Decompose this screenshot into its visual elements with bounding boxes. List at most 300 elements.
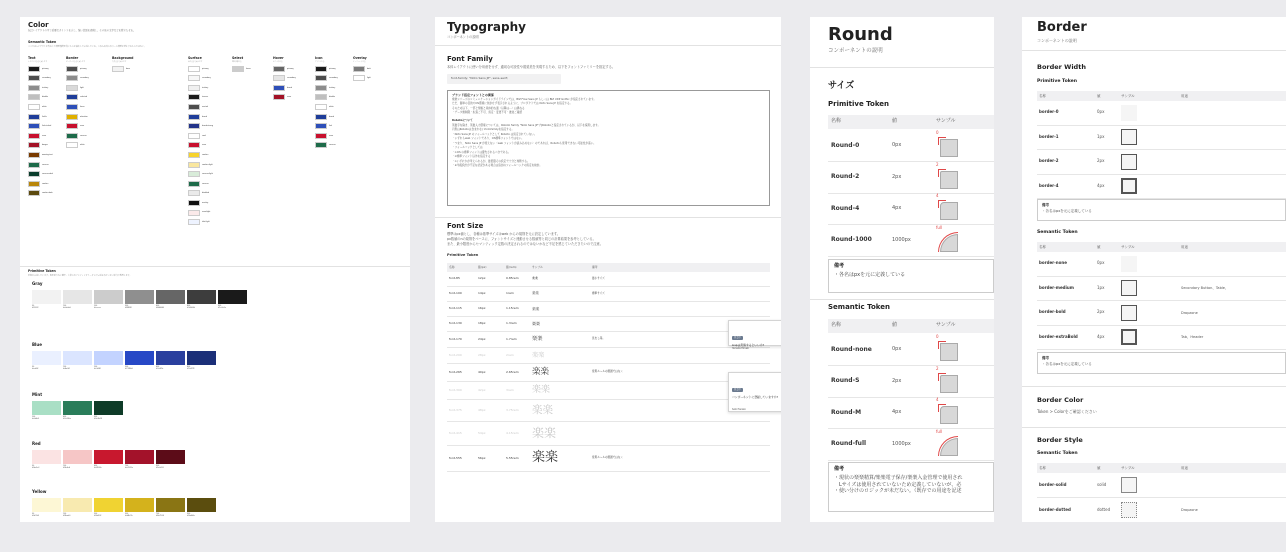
table-row <box>447 446 770 472</box>
table-row <box>1037 126 1286 151</box>
note-title: 備考 <box>834 466 845 472</box>
primitive-swatch[interactable] <box>63 351 94 370</box>
swatch-chip <box>28 85 40 91</box>
swatch-code: 200 <box>32 415 36 418</box>
font-size-description-2: px数値のnの規則をベースに、フォントサイズと連動させる数値等と同じの計算結果を参考としている。 <box>447 237 596 241</box>
border-token-value: solid <box>1097 481 1107 487</box>
primitive-swatch[interactable] <box>94 351 125 370</box>
swatch-code: 600 <box>94 464 98 467</box>
divider <box>435 45 781 46</box>
font-rem-value: 2.65rem <box>506 369 519 374</box>
size-title: サイズ <box>828 81 855 91</box>
border-token-value: dotted <box>1097 506 1111 512</box>
swatch-label: success <box>329 144 336 147</box>
primitive-swatch[interactable] <box>125 290 156 309</box>
color-swatch[interactable] <box>188 102 228 111</box>
primitive-swatch[interactable] <box>94 290 125 309</box>
comment-title: Lispは実施するといいか? <box>732 342 765 347</box>
note-body: ・各名はpxを元に定義している <box>1042 362 1092 367</box>
font-px-value: 54px <box>478 430 486 435</box>
font-token-name: font-265 <box>449 369 462 374</box>
swatch-hex: #e6e6e6 <box>63 306 71 309</box>
swatch-chip <box>28 190 40 196</box>
round-sample <box>936 224 958 252</box>
border-sample <box>1121 502 1181 518</box>
primitive-token-title: Primitive Token <box>28 269 56 273</box>
swatch-code: 100 <box>63 464 67 467</box>
color-swatch[interactable] <box>28 170 68 179</box>
color-swatch[interactable] <box>273 83 313 92</box>
border-sample <box>1121 154 1181 170</box>
semantic-token-title: Semantic Token <box>28 40 57 44</box>
primitive-swatch[interactable] <box>125 498 156 517</box>
column-header: 備考 <box>592 264 598 269</box>
column-header: 名称 <box>831 322 842 329</box>
swatch-label: caution-dark <box>42 192 53 195</box>
font-rem-value: 3.75rem <box>506 407 519 412</box>
swatch-hex: #c3d3ff <box>94 367 101 370</box>
color-swatch[interactable] <box>315 131 355 140</box>
font-sample: 楽楽 <box>532 276 539 281</box>
swatch-chip <box>66 142 78 148</box>
swatch-label: disable <box>42 96 49 99</box>
primitive-swatch[interactable] <box>94 498 125 517</box>
semantic-color-column <box>315 57 355 150</box>
swatch-label: disable <box>329 96 336 99</box>
color-swatch[interactable] <box>28 189 68 198</box>
comment-popup[interactable] <box>728 320 781 351</box>
swatch-label: brand <box>329 115 334 118</box>
swatch-chip <box>66 85 78 91</box>
note-body: ・各名はpxを元に定義している <box>1042 209 1092 214</box>
color-swatch[interactable] <box>188 83 228 92</box>
border-token-name: border-0 <box>1039 109 1059 115</box>
primitive-swatch[interactable] <box>94 450 125 469</box>
status-badge: 作業中 <box>734 336 741 339</box>
swatch-chip <box>188 171 200 177</box>
semantic-token-title: Semantic Token <box>1037 230 1078 235</box>
color-swatch[interactable] <box>315 61 355 73</box>
swatch-chip <box>273 66 285 72</box>
round-token-name: Round-none <box>831 345 872 353</box>
swatch-label: overlay <box>202 201 209 204</box>
color-swatch[interactable] <box>188 131 228 140</box>
round-token-value: 0px <box>892 142 902 149</box>
font-size-table <box>447 263 770 472</box>
swatch-code: 600 <box>156 365 160 368</box>
border-token-name: border-solid <box>1039 481 1067 487</box>
swatch-label: secondary <box>42 77 51 80</box>
round-token-name: Round-4 <box>831 204 860 212</box>
swatch-chip <box>28 142 40 148</box>
swatch-label: info-light <box>202 221 210 224</box>
swatch-chip <box>63 450 92 464</box>
swatch-label: white <box>42 105 47 108</box>
color-swatch[interactable] <box>66 83 106 92</box>
swatch-chip <box>315 94 327 100</box>
swatch-chip <box>66 133 78 139</box>
swatch-label: white <box>329 105 334 108</box>
swatch-chip <box>353 66 365 72</box>
color-swatch[interactable] <box>353 74 393 83</box>
table-header <box>1037 91 1286 101</box>
swatch-chip <box>28 162 40 168</box>
color-swatch[interactable] <box>188 208 228 217</box>
group-title: Red <box>32 441 41 446</box>
primitive-swatch[interactable] <box>125 351 156 370</box>
sample-box <box>1121 329 1137 345</box>
color-swatch[interactable] <box>28 179 68 188</box>
swatch-row <box>32 290 249 309</box>
color-swatch[interactable] <box>315 93 355 102</box>
swatch-row <box>32 351 218 370</box>
font-token-name: font-85 <box>449 276 460 281</box>
font-rem-value: 1.15rem <box>506 306 519 311</box>
swatch-hex: #f6c6c6 <box>63 466 71 469</box>
color-swatch[interactable] <box>66 112 106 121</box>
color-swatch[interactable] <box>28 122 68 131</box>
font-sample: 楽楽 <box>532 291 539 296</box>
primitive-swatch[interactable] <box>187 351 218 370</box>
sample-box <box>1121 502 1137 518</box>
color-swatch[interactable] <box>315 112 355 121</box>
swatch-label: success <box>202 182 209 185</box>
font-token-name: font-115 <box>449 306 462 311</box>
border-token-value: 0px <box>1097 260 1105 266</box>
typography-subtitle: コンポーネントの説明 <box>447 35 479 39</box>
round-token-value: 1000px <box>892 440 911 447</box>
swatch-hex: #fdf7d5 <box>32 514 39 517</box>
note-line: 円形はRobotoは含まれないfont-familyを指定する。 <box>452 128 515 132</box>
color-swatch[interactable] <box>28 112 68 121</box>
border-token-name: border-2 <box>1039 158 1059 164</box>
swatch-chip <box>94 498 123 512</box>
color-swatch[interactable] <box>315 102 355 111</box>
border-token-value: 1px <box>1097 133 1105 139</box>
swatch-chip <box>28 123 40 129</box>
primitive-swatch[interactable] <box>156 498 187 517</box>
column-title: Surface <box>188 56 202 60</box>
color-swatch[interactable] <box>66 74 106 83</box>
table-row <box>828 194 994 225</box>
color-swatch[interactable] <box>188 141 228 150</box>
sample-box <box>1121 280 1137 296</box>
primitive-swatch[interactable] <box>94 401 125 420</box>
column-title: Border <box>66 56 79 60</box>
primitive-swatch[interactable] <box>32 450 63 469</box>
color-swatch[interactable] <box>188 189 228 198</box>
round-token-name: Round-full <box>831 440 867 448</box>
font-px-value: 12px <box>478 276 486 281</box>
font-sample: 楽楽 <box>532 320 540 326</box>
color-swatch[interactable] <box>28 93 68 102</box>
swatch-hex: #f0d332 <box>94 514 102 517</box>
font-token-name: font-300 <box>449 387 462 392</box>
swatch-code: 100 <box>63 304 67 307</box>
swatch-chip <box>188 190 200 196</box>
primitive-swatch[interactable] <box>63 401 94 420</box>
swatch-label: success-light <box>202 173 213 176</box>
border-token-name: border-4 <box>1039 182 1059 188</box>
table-row <box>1037 326 1286 351</box>
corner-marker <box>938 404 946 412</box>
swatch-label: focus <box>80 105 85 108</box>
column-title: Text <box>28 56 36 60</box>
swatch-hex: #f2f2f2 <box>32 306 39 309</box>
swatch-label: secondary <box>202 77 211 80</box>
corner-marker <box>938 373 946 381</box>
corner-marker <box>938 232 958 252</box>
note-box <box>1037 199 1286 221</box>
corner-label: 2 <box>936 365 939 371</box>
color-swatch[interactable] <box>315 122 355 131</box>
color-swatch[interactable] <box>273 74 313 83</box>
border-subtitle: コンポーネントの説明 <box>1037 38 1077 43</box>
font-rem-value: 0.85rem <box>506 276 519 281</box>
swatch-code: 300 <box>94 512 98 515</box>
round-subtitle: コンポーネントの説明 <box>828 48 883 54</box>
swatch-label: error <box>42 134 47 137</box>
swatch-hex: #cccccc <box>94 306 101 309</box>
color-swatch[interactable] <box>188 93 228 102</box>
border-sample <box>1121 477 1181 493</box>
swatch-label: selected <box>80 96 88 99</box>
comment-popup[interactable] <box>728 372 781 412</box>
color-swatch[interactable] <box>66 102 106 111</box>
color-swatch[interactable] <box>28 141 68 150</box>
column-header: 値 <box>1097 244 1101 249</box>
color-swatch[interactable] <box>273 93 313 102</box>
font-px-value: 42px <box>478 387 486 392</box>
color-swatch[interactable] <box>66 122 106 131</box>
primitive-swatch[interactable] <box>32 351 63 370</box>
round-sample <box>936 193 958 220</box>
note-line: ただ、簡単の目的やOS環境に依存せず表示されるように、プロダクトでは Noto Sans JP を指定する。 <box>452 102 573 106</box>
swatch-label: tertiary <box>202 86 209 89</box>
primitive-group <box>32 490 218 517</box>
swatch-chip <box>315 123 327 129</box>
divider <box>20 266 410 267</box>
round-sample <box>936 428 958 456</box>
semantic-color-column <box>28 57 68 198</box>
table-row <box>828 226 994 257</box>
swatch-chip <box>156 290 185 304</box>
font-px-value: 24px <box>478 336 486 341</box>
swatch-hex: #c8182e <box>94 466 102 469</box>
color-swatch[interactable] <box>28 74 68 83</box>
table-row <box>447 287 770 302</box>
table-row <box>828 398 994 429</box>
note-line: ・使い分けのロジックが未だない。（既存での用途を記述 <box>834 488 962 495</box>
table-row <box>828 430 994 461</box>
color-swatch[interactable] <box>66 93 106 102</box>
primitive-swatch[interactable] <box>125 450 156 469</box>
swatch-label: brand <box>287 86 292 89</box>
color-swatch[interactable] <box>315 141 355 150</box>
swatch-hex: #0e3b28 <box>94 417 102 420</box>
color-swatch[interactable] <box>28 150 68 159</box>
column-title: Select <box>232 56 244 60</box>
divider <box>1022 427 1286 428</box>
color-swatch[interactable] <box>188 150 228 159</box>
primitive-swatch[interactable] <box>156 450 187 469</box>
semantic-color-column <box>188 57 228 227</box>
swatch-label: brand <box>202 115 207 118</box>
primitive-swatch[interactable] <box>63 290 94 309</box>
color-swatch[interactable] <box>188 112 228 121</box>
color-swatch[interactable] <box>28 102 68 111</box>
color-swatch[interactable] <box>28 131 68 140</box>
column-header: 値 <box>1097 93 1101 98</box>
color-swatch[interactable] <box>188 122 228 131</box>
swatch-label: disabled <box>202 192 210 195</box>
swatch-chip <box>125 290 154 304</box>
corner-marker <box>938 341 946 349</box>
swatch-code: 900 <box>218 304 222 307</box>
color-swatch[interactable] <box>353 61 393 73</box>
border-sample <box>1121 305 1181 321</box>
color-swatch[interactable] <box>188 218 228 227</box>
font-size-primitive-title: Primitive Token <box>447 253 479 257</box>
font-px-value: 18px <box>478 321 486 326</box>
swatch-label: primary <box>80 67 87 70</box>
column-description: 背景色を定義します <box>112 61 127 63</box>
color-swatch[interactable] <box>66 131 106 140</box>
round-token-name: Round-0 <box>831 141 860 149</box>
typography-title: Typography <box>447 20 526 34</box>
border-token-value: 2px <box>1097 158 1105 164</box>
primitive-swatch[interactable] <box>63 498 94 517</box>
color-swatch[interactable] <box>188 179 228 188</box>
note-line: ・②標準フォント以外を指定する <box>452 155 491 159</box>
sample-box <box>1121 154 1137 170</box>
primitive-swatch[interactable] <box>32 498 63 517</box>
semantic-token-description: ここではレイアウトを作る上で使用頻度が高いものを抽出して定義している。これら以外のカラーの使用を禁止するものではない。 <box>28 46 146 48</box>
note-title: 備考 <box>1042 203 1049 207</box>
sample-box <box>1121 305 1137 321</box>
color-swatch[interactable] <box>232 61 272 73</box>
column-header: 値 <box>892 118 898 125</box>
group-title: Gray <box>32 281 43 286</box>
color-swatch[interactable] <box>66 141 106 150</box>
primitive-swatch[interactable] <box>218 290 249 309</box>
primitive-group <box>32 343 218 370</box>
swatch-code: 50 <box>32 464 35 467</box>
font-token-name: font-130 <box>449 321 462 326</box>
column-header: 用途 <box>1181 465 1188 470</box>
swatch-chip <box>94 401 123 415</box>
semantic-color-column <box>112 57 152 73</box>
border-token-value: 1px <box>1097 284 1105 290</box>
color-swatch[interactable] <box>188 74 228 83</box>
column-description: ボーダーの色を定義します <box>66 61 86 63</box>
font-note: 使用ルールの範囲ではなく <box>592 456 624 460</box>
corner-label: 4 <box>936 397 939 402</box>
column-title: Hover <box>273 56 284 60</box>
color-swatch[interactable] <box>188 170 228 179</box>
swatch-code: 100 <box>63 512 67 515</box>
swatch-label: secondary <box>287 77 296 80</box>
font-family-code: font-family: "Noto Sans JP", sans-serif; <box>447 74 561 84</box>
column-header: サンプル <box>1121 244 1135 249</box>
note-line: ・Noto Sans JP のフォールバックとして Roboto は設定されていない。 <box>452 132 537 136</box>
font-rem-value: 1.7rem <box>506 336 517 341</box>
swatch-chip <box>315 66 327 72</box>
swatch-hex: #eaf0ff <box>32 367 39 370</box>
swatch-chip <box>66 104 78 110</box>
swatch-chip <box>315 104 327 110</box>
color-swatch[interactable] <box>28 160 68 169</box>
table-row <box>447 400 770 422</box>
column-header: 用途 <box>1181 244 1188 249</box>
swatch-hex: #8f8f8f <box>125 306 132 309</box>
swatch-chip <box>28 114 40 120</box>
swatch-hex: #5c0c18 <box>156 466 164 469</box>
color-title: Color <box>28 21 49 29</box>
table-header <box>1037 463 1286 473</box>
note-line: ・つまり、Noto Sans JP が使えない（web フォントが読み込めない）のであれば、Robotoも使用できない可能性が高い。 <box>452 141 596 145</box>
swatch-chip <box>187 351 216 365</box>
primitive-token-title: Primitive Token <box>828 100 890 108</box>
swatch-label: primary <box>42 67 49 70</box>
primitive-swatch[interactable] <box>187 290 218 309</box>
color-swatch[interactable] <box>188 160 228 169</box>
color-swatch[interactable] <box>28 83 68 92</box>
swatch-label: caution <box>42 182 49 185</box>
swatch-chip <box>188 104 200 110</box>
primitive-group <box>32 442 187 469</box>
corner-label: full <box>936 224 943 230</box>
color-description: 色はレイアウトの中で重要なポイントを示し、強い意図を表現し、その他の文字などを際立たせる。 <box>28 29 136 32</box>
swatch-label: link-visited <box>42 125 52 128</box>
swatch-label: success <box>42 163 49 166</box>
swatch-label: secondary <box>329 77 338 80</box>
column-header: 名称 <box>1039 465 1046 470</box>
swatch-chip <box>188 75 200 81</box>
border-use: Dropzone <box>1181 507 1198 512</box>
primitive-swatch[interactable] <box>32 290 63 309</box>
primitive-swatch[interactable] <box>156 290 187 309</box>
border-title: Border <box>1037 20 1087 35</box>
primitive-swatch[interactable] <box>187 498 218 517</box>
font-sample: 楽楽 <box>532 335 543 342</box>
corner-label: 0 <box>936 130 939 135</box>
primitive-swatch[interactable] <box>32 401 63 420</box>
swatch-hex: #1b2f78 <box>187 367 195 370</box>
swatch-code: 600 <box>156 304 160 307</box>
primitive-swatch[interactable] <box>63 450 94 469</box>
swatch-code: 50 <box>32 304 35 307</box>
color-swatch[interactable] <box>188 198 228 207</box>
color-swatch[interactable] <box>273 61 313 73</box>
swatch-label: success-dark <box>42 173 53 176</box>
table-row <box>828 335 994 366</box>
swatch-label: error <box>80 125 85 128</box>
color-swatch[interactable] <box>315 83 355 92</box>
note-title: 備考 <box>1042 356 1049 360</box>
round-sample <box>936 130 958 157</box>
column-description: アイコンの色 <box>315 61 325 63</box>
primitive-swatch[interactable] <box>156 351 187 370</box>
swatch-chip <box>32 290 61 304</box>
note-box <box>1037 352 1286 374</box>
color-swatch[interactable] <box>315 74 355 83</box>
swatch-chip <box>273 75 285 81</box>
swatch-hex: #2a7d5a <box>63 417 71 420</box>
swatch-chip <box>188 200 200 206</box>
round-title: Round <box>828 24 893 45</box>
column-description: オーバーレイの色 <box>353 61 366 63</box>
